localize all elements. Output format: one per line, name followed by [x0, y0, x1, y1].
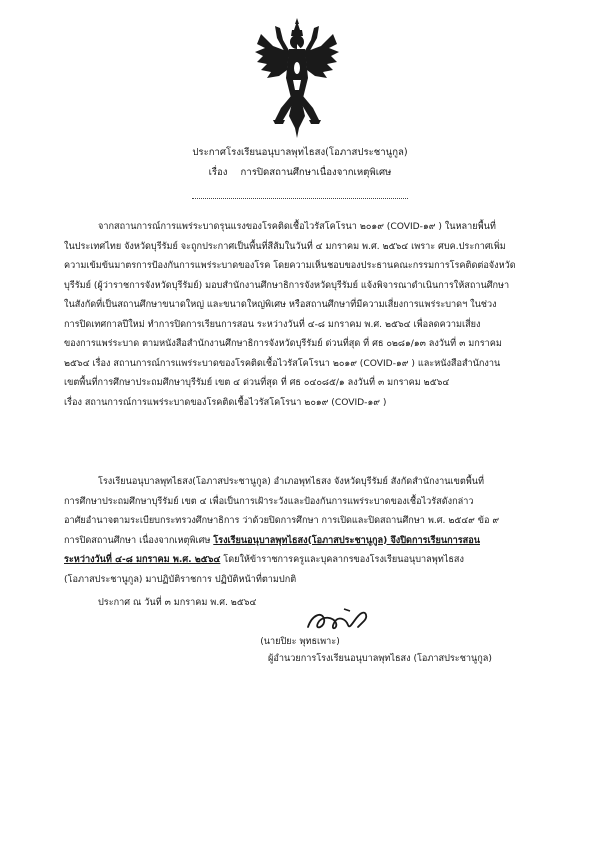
paragraph-decision [64, 475, 499, 592]
paragraph-line: ๒๕๖๔ เรื่อง สถานการณ์การแพร่ระบาดของโรคติดเชื้อไวรัสโคโรนา ๒๐๑๙ (COVID-๑๙ ) และหนังสือสำนักงาน [64, 358, 501, 369]
paragraph-line: ในสังกัดที่เป็นสถานศึกษาขนาดใหญ่ และขนาดใหญ่พิเศษ หรือสถานศึกษาที่มีความเสี่ยงการแพร่ระบาดฯ ในช่วง [64, 300, 497, 310]
paragraph-line: เรื่อง สถานการณ์การแพร่ระบาดของโรคติดเชื้อไวรัสโคโรนา ๒๐๑๙ (COVID-๑๙ ) [64, 397, 387, 408]
paragraph-line: บุรีรัมย์ (ผู้ว่าราชการจังหวัดบุรีรัมย์) มอบสำนักงานศึกษาธิการจังหวัดบุรีรัมย์ แจ้งพิจารณาดำเนินการให้สถานศึกษา [64, 280, 510, 291]
paragraph-line: โรงเรียนอนุบาลพุทไธสง(โอภาสประชานูกูล) อำเภอพุทไธสง จังหวัดบุรีรัมย์ สังกัดสำนักงานเขตพื้นที่ [98, 477, 485, 487]
announcement-subject [0, 166, 600, 180]
paragraph-line: จากสถานการณ์การแพร่ระบาดรุนแรงของโรคติดเชื้อไวรัสโคโรนา ๒๐๑๙ (COVID-๑๙ ) ในหลายพื้นที่ [98, 222, 496, 232]
paragraph-line: ในประเทศไทย จังหวัดบุรีรัมย์ จะถูกประกาศเป็นพื้นที่สีส้มในวันที่ ๔ มกราคม พ.ศ. ๒๕๖๔ เพราะ ศบค.ประกาศเพิ่ม [64, 241, 506, 252]
paragraph-line: อาศัยอำนาจตามระเบียบกระทรวงศึกษาธิการ ว่าด้วยปิดการศึกษา การเปิดและปิดสถานศึกษา พ.ศ. ๒๕๔๙ ข้อ ๙ [64, 516, 500, 526]
announcement-title: ประกาศโรงเรียนอนุบาลพุทไธสง(โอภาสประชานูกูล) [192, 147, 408, 158]
dotted-divider [192, 198, 408, 199]
announcement-date: ประกาศ ณ วันที่ ๓ มกราคม พ.ศ. ๒๕๖๔ [98, 598, 257, 608]
paragraph-line: เขตพื้นที่การศึกษาประถมศึกษาบุรีรัมย์ เขต ๔ ด่วนที่สุด ที่ ศธ ๐๔๐๘๕/๑ ลงวันที่ ๓ มกราคม ๒๕๖๔ [64, 378, 450, 388]
closure-statement: โรงเรียนอนุบาลพุทไธสง(โอภาสประชานูกูล) จึงปิดการเรียนการสอน [213, 535, 480, 546]
closure-dates: ระหว่างวันที่ ๔-๘ มกราคม พ.ศ. ๒๕๖๔ [64, 555, 221, 565]
paragraph-background [64, 220, 516, 415]
paragraph-line: ความเข้มข้นมาตรการป้องกันการแพร่ระบาดของโรค โดยความเห็นชอบของประธานคณะกรรมการโรคติดต่อจังหวัด [64, 261, 516, 271]
subject-text: การปิดสถานศึกษาเนื่องจากเหตุพิเศษ [240, 167, 392, 178]
subject-label: เรื่อง [208, 167, 228, 178]
staff-instruction: โดยให้ข้าราชการครูและบุคลากรของโรงเรียนอนุบาลพุทไธสง [220, 555, 464, 565]
signer-name: (นายปิยะ พุทธเพาะ) [260, 637, 340, 647]
paragraph-line: ของการแพร่ระบาด ตามหนังสือสำนักงานศึกษาธิการจังหวัดบุรีรัมย์ ด่วนที่สุด ที่ ศธ ๐๒๘๑/๑๓ ลงวันที่ ๓ มกราคม [64, 339, 502, 349]
paragraph-line [64, 534, 499, 554]
closure-reason: การปิดสถานศึกษา เนื่องจากเหตุพิเศษ [64, 535, 214, 546]
paragraph-line: การปิดเทศกาลปีใหม่ ทำการปิดการเรียนการสอน ระหว่างวันที่ ๔-๘ มกราคม พ.ศ. ๒๕๖๔ เพื่อลดความเสี่ยง [64, 319, 481, 330]
paragraph-line [64, 553, 499, 573]
signer-position: ผู้อำนวยการโรงเรียนอนุบาลพุทไธสง (โอภาสประชานูกูล) [268, 654, 492, 664]
paragraph-line: การศึกษาประถมศึกษาบุรีรัมย์ เขต ๔ เพื่อเป็นการเฝ้าระวังและป้องกันการแพร่ระบาดของเชื้อไวรัสดังกล่าว [64, 496, 474, 507]
garuda-emblem [253, 16, 341, 140]
paragraph-line: (โอภาสประชานูกูล) มาปฏิบัติราชการ ปฏิบัติหน้าที่ตามปกติ [64, 574, 297, 585]
